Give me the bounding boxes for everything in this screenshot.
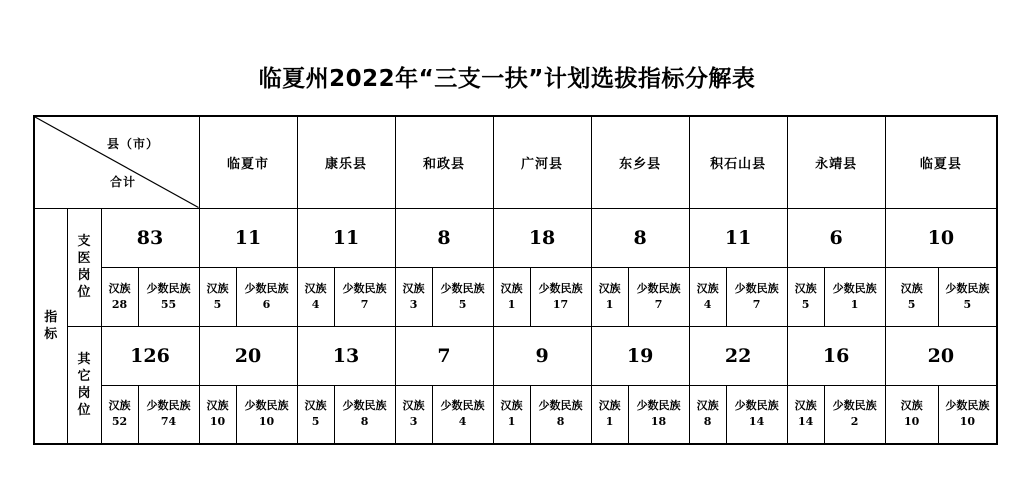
minority-count: 4 xyxy=(458,415,467,429)
han-cell xyxy=(297,267,334,326)
han-label: 汉族 xyxy=(500,281,523,295)
corner-total-label: 合计 xyxy=(110,175,137,189)
county-value: 10 xyxy=(885,208,997,267)
han-label: 汉族 xyxy=(794,281,817,295)
minority-count: 5 xyxy=(458,297,467,311)
minority-label: 少数民族 xyxy=(342,399,387,413)
county-header: 广河县 xyxy=(493,116,591,208)
section-label xyxy=(67,326,101,444)
han-cell xyxy=(297,385,334,444)
han-count: 52 xyxy=(111,415,128,429)
minority-count: 1 xyxy=(850,297,859,311)
minority-count: 8 xyxy=(556,415,565,429)
han-cell xyxy=(395,267,432,326)
minority-count: 7 xyxy=(752,297,761,311)
han-count: 28 xyxy=(111,297,128,311)
han-count: 1 xyxy=(507,297,516,311)
minority-label: 少数民族 xyxy=(636,399,681,413)
minority-count: 2 xyxy=(850,415,859,429)
minority-cell xyxy=(938,267,997,326)
han-count: 1 xyxy=(507,415,516,429)
minority-cell xyxy=(726,267,787,326)
han-label: 汉族 xyxy=(304,399,327,413)
section-label xyxy=(67,208,101,326)
county-value: 19 xyxy=(591,326,689,385)
minority-cell xyxy=(334,385,395,444)
county-value: 18 xyxy=(493,208,591,267)
minority-cell xyxy=(236,267,297,326)
minority-cell xyxy=(628,267,689,326)
han-cell xyxy=(787,267,824,326)
minority-cell xyxy=(726,385,787,444)
han-label: 汉族 xyxy=(108,281,131,295)
han-cell xyxy=(199,385,236,444)
han-count: 5 xyxy=(213,297,222,311)
row-group-char: 指 xyxy=(44,309,58,325)
han-count: 1 xyxy=(605,297,614,311)
minority-cell xyxy=(138,267,199,326)
county-value: 9 xyxy=(493,326,591,385)
han-cell xyxy=(101,267,138,326)
minority-cell xyxy=(824,267,885,326)
han-cell xyxy=(395,385,432,444)
section-breakdown-row xyxy=(34,385,997,444)
minority-cell xyxy=(432,385,493,444)
county-header: 临夏县 xyxy=(885,116,997,208)
total-value: 83 xyxy=(101,208,199,267)
county-value: 8 xyxy=(591,208,689,267)
minority-label: 少数民族 xyxy=(734,399,779,413)
han-cell xyxy=(199,267,236,326)
county-value: 16 xyxy=(787,326,885,385)
minority-count: 74 xyxy=(160,415,177,429)
han-cell xyxy=(885,267,938,326)
han-cell xyxy=(885,385,938,444)
han-label: 汉族 xyxy=(402,399,425,413)
minority-count: 5 xyxy=(963,297,972,311)
total-value: 126 xyxy=(101,326,199,385)
section-label-char: 它 xyxy=(77,368,91,384)
county-header: 和政县 xyxy=(395,116,493,208)
minority-cell xyxy=(530,267,591,326)
minority-cell xyxy=(824,385,885,444)
han-label: 汉族 xyxy=(108,399,131,413)
header-row xyxy=(34,116,997,208)
county-header: 临夏市 xyxy=(199,116,297,208)
han-count: 5 xyxy=(311,415,320,429)
minority-label: 少数民族 xyxy=(832,399,877,413)
han-cell xyxy=(689,267,726,326)
han-cell xyxy=(493,385,530,444)
minority-count: 8 xyxy=(360,415,369,429)
minority-cell xyxy=(530,385,591,444)
section-label-char: 位 xyxy=(77,285,91,300)
han-label: 汉族 xyxy=(794,399,817,413)
han-count: 3 xyxy=(409,415,418,429)
minority-cell xyxy=(138,385,199,444)
han-count: 5 xyxy=(907,297,916,311)
diagonal-line xyxy=(35,117,199,208)
minority-cell xyxy=(938,385,997,444)
section-label-char: 其 xyxy=(77,351,91,367)
minority-count: 55 xyxy=(160,297,177,311)
han-cell xyxy=(493,267,530,326)
han-cell xyxy=(689,385,726,444)
han-count: 4 xyxy=(703,297,712,311)
han-count: 4 xyxy=(311,297,320,311)
county-value: 8 xyxy=(395,208,493,267)
section-label-char: 位 xyxy=(77,402,91,418)
minority-cell xyxy=(432,267,493,326)
page-title: 临夏州2022年“三支一扶”计划选拔指标分解表 xyxy=(258,66,756,92)
han-cell xyxy=(591,267,628,326)
han-count: 14 xyxy=(797,415,814,429)
han-count: 10 xyxy=(209,415,226,429)
minority-count: 14 xyxy=(748,415,765,429)
county-value: 20 xyxy=(199,326,297,385)
county-header: 永靖县 xyxy=(787,116,885,208)
minority-count: 7 xyxy=(654,297,663,311)
han-label: 汉族 xyxy=(900,281,923,295)
county-value: 11 xyxy=(297,208,395,267)
han-count: 3 xyxy=(409,297,418,311)
han-label: 汉族 xyxy=(304,281,327,295)
han-label: 汉族 xyxy=(402,281,425,295)
minority-label: 少数民族 xyxy=(146,281,191,295)
minority-count: 7 xyxy=(360,297,369,311)
minority-label: 少数民族 xyxy=(440,281,485,295)
county-header: 东乡县 xyxy=(591,116,689,208)
minority-count: 6 xyxy=(262,297,271,311)
corner-county-label: 县（市） xyxy=(107,137,160,151)
minority-label: 少数民族 xyxy=(538,281,583,295)
minority-count: 18 xyxy=(650,415,667,429)
han-label: 汉族 xyxy=(598,281,621,295)
minority-cell xyxy=(334,267,395,326)
minority-cell xyxy=(236,385,297,444)
row-group-label xyxy=(34,208,67,444)
section-label-char: 岗 xyxy=(77,385,91,401)
han-count: 8 xyxy=(703,415,712,429)
minority-label: 少数民族 xyxy=(636,281,681,295)
county-value: 22 xyxy=(689,326,787,385)
han-label: 汉族 xyxy=(696,281,719,295)
corner-header xyxy=(34,116,199,208)
han-label: 汉族 xyxy=(500,399,523,413)
minority-label: 少数民族 xyxy=(538,399,583,413)
section-label-char: 医 xyxy=(77,251,91,266)
han-count: 1 xyxy=(605,415,614,429)
minority-label: 少数民族 xyxy=(832,281,877,295)
han-label: 汉族 xyxy=(206,399,229,413)
county-value: 20 xyxy=(885,326,997,385)
row-group-char: 标 xyxy=(44,326,58,342)
minority-label: 少数民族 xyxy=(945,281,990,295)
county-value: 11 xyxy=(689,208,787,267)
minority-count: 10 xyxy=(258,415,275,429)
county-value: 7 xyxy=(395,326,493,385)
county-header: 积石山县 xyxy=(689,116,787,208)
section-breakdown-row xyxy=(34,267,997,326)
han-label: 汉族 xyxy=(206,281,229,295)
section-total-row xyxy=(34,208,997,267)
minority-label: 少数民族 xyxy=(945,399,990,413)
section-label-char: 支 xyxy=(77,234,91,249)
county-header: 康乐县 xyxy=(297,116,395,208)
county-value: 11 xyxy=(199,208,297,267)
minority-count: 17 xyxy=(552,297,569,311)
han-cell xyxy=(591,385,628,444)
han-cell xyxy=(787,385,824,444)
section-label-char: 岗 xyxy=(77,268,91,283)
minority-label: 少数民族 xyxy=(440,399,485,413)
minority-label: 少数民族 xyxy=(342,281,387,295)
han-label: 汉族 xyxy=(598,399,621,413)
han-count: 5 xyxy=(801,297,810,311)
section-total-row xyxy=(34,326,997,385)
county-value: 13 xyxy=(297,326,395,385)
minority-label: 少数民族 xyxy=(244,281,289,295)
minority-count: 10 xyxy=(959,415,976,429)
han-label: 汉族 xyxy=(900,399,923,413)
han-label: 汉族 xyxy=(696,399,719,413)
quota-table xyxy=(33,115,998,445)
minority-label: 少数民族 xyxy=(244,399,289,413)
han-count: 10 xyxy=(903,415,920,429)
han-cell xyxy=(101,385,138,444)
minority-label: 少数民族 xyxy=(146,399,191,413)
county-value: 6 xyxy=(787,208,885,267)
minority-label: 少数民族 xyxy=(734,281,779,295)
minority-cell xyxy=(628,385,689,444)
